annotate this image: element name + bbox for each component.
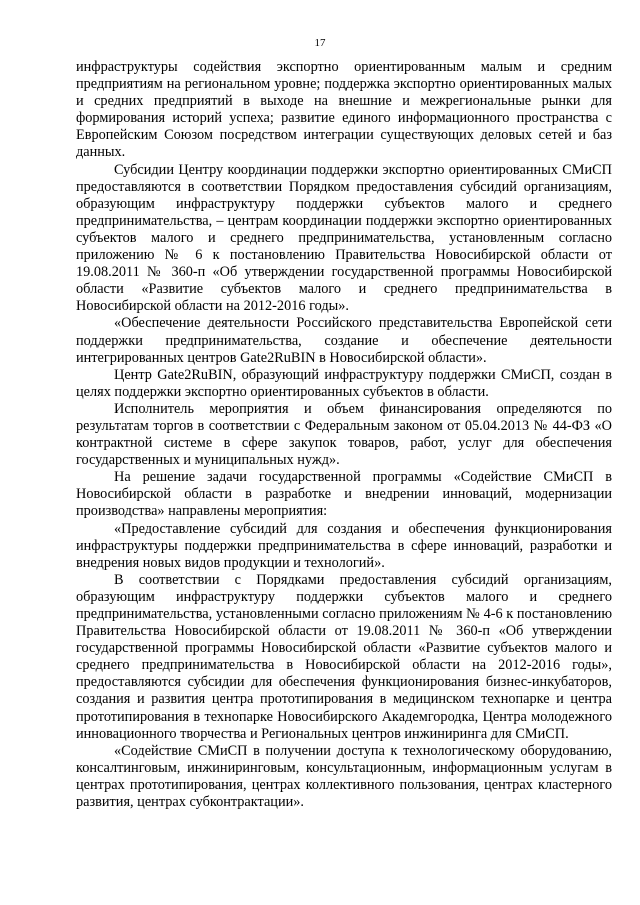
body-text — [76, 59, 612, 811]
paragraph-eu-network-measure: «Обеспечение деятельности Российского представительства Европейской сети поддержки предпринимательства, создание и обеспечение деятельности интегрированных центров Gate2RuBIN в Новосибирской области». — [76, 315, 612, 366]
page-number: 17 — [314, 37, 326, 49]
paragraph-innovation-task: На решение задачи государственной программы «Содействие СМиСП в Новосибирской области в разработке и внедрении инноваций, модернизации производства» направлены мероприятия: — [76, 469, 612, 520]
paragraph-contractor-funding: Исполнитель мероприятия и объем финансирования определяются по результатам торгов в соответствии с Федеральным законом от 05.04.2013 № 44-ФЗ «О контрактной системе в сфере закупок товаров, работ, услуг для обеспечения государственных и муниципальных нужд». — [76, 400, 612, 469]
paragraph-gate2rubin-center: Центр Gate2RuBIN, образующий инфраструктуру поддержки СМиСП, создан в целях поддержки экспортно ориентированных субъектов в области. — [76, 366, 612, 400]
paragraph-equipment-access-measure: «Содействие СМиСП в получении доступа к технологическому оборудованию, консалтинговым, инжиниринговым, консультационным, информационным услугам в центрах прототипирования, центрах коллективного пользования, центрах кластерного развития, центрах субконтрактации». — [76, 742, 612, 811]
paragraph-export-center-subsidies: Субсидии Центру координации поддержки экспортно ориентированных СМиСП предоставляются в соответствии Порядком предоставления субсидий организациям, образующим инфраструктуру поддержки субъектов малого и среднего предпринимательства, – центрам координации поддержки экспортно ориентированных субъектов малого и среднего предпринимательства, установленным согласно приложению № 6 к постановлению Правительства Новосибирской области от 19.08.2011 № 360-п «Об утверждении государственной программы Новосибирской области «Развитие субъектов малого и среднего предпринимательства в Новосибирской области на 2012-2016 годы». — [76, 161, 612, 315]
paragraph-innovation-infrastructure-measure: «Предоставление субсидий для создания и обеспечения функционирования инфраструктуры поддержки предпринимательства в сфере инноваций, разработки и внедрения новых видов продукции и технологий». — [76, 520, 612, 571]
paragraph-continued: инфраструктуры содействия экспортно ориентированным малым и средним предприятиям на региональном уровне; поддержка экспортно ориентированных малых и средних предприятий в выходе на внешние и межрегиональные рынки для формирования историй успеха; развитие единого информационного пространства с Европейским Союзом посредством интеграции существующих деловых сетей и баз данных. — [76, 59, 612, 161]
paragraph-subsidy-procedures: В соответствии с Порядками предоставления субсидий организациям, образующим инфраструктуру поддержки субъектов малого и среднего предпринимательства, установленными согласно приложениям № 4-6 к постановлению Правительства Новосибирской области от 19.08.2011 № 360-п «Об утверждении государственной программы Новосибирской области «Развитие субъектов малого и среднего предпринимательства в Новосибирской области на 2012-2016 годы», предоставляются субсидии для обеспечения функционирования бизнес-инкубаторов, создания и развития центра прототипирования в медицинском технопарке и центра прототипирования в технопарке Новосибирского Академгородка, Центра молодежного инновационного творчества и Региональных центров инжиниринга для СМиСП. — [76, 571, 612, 742]
